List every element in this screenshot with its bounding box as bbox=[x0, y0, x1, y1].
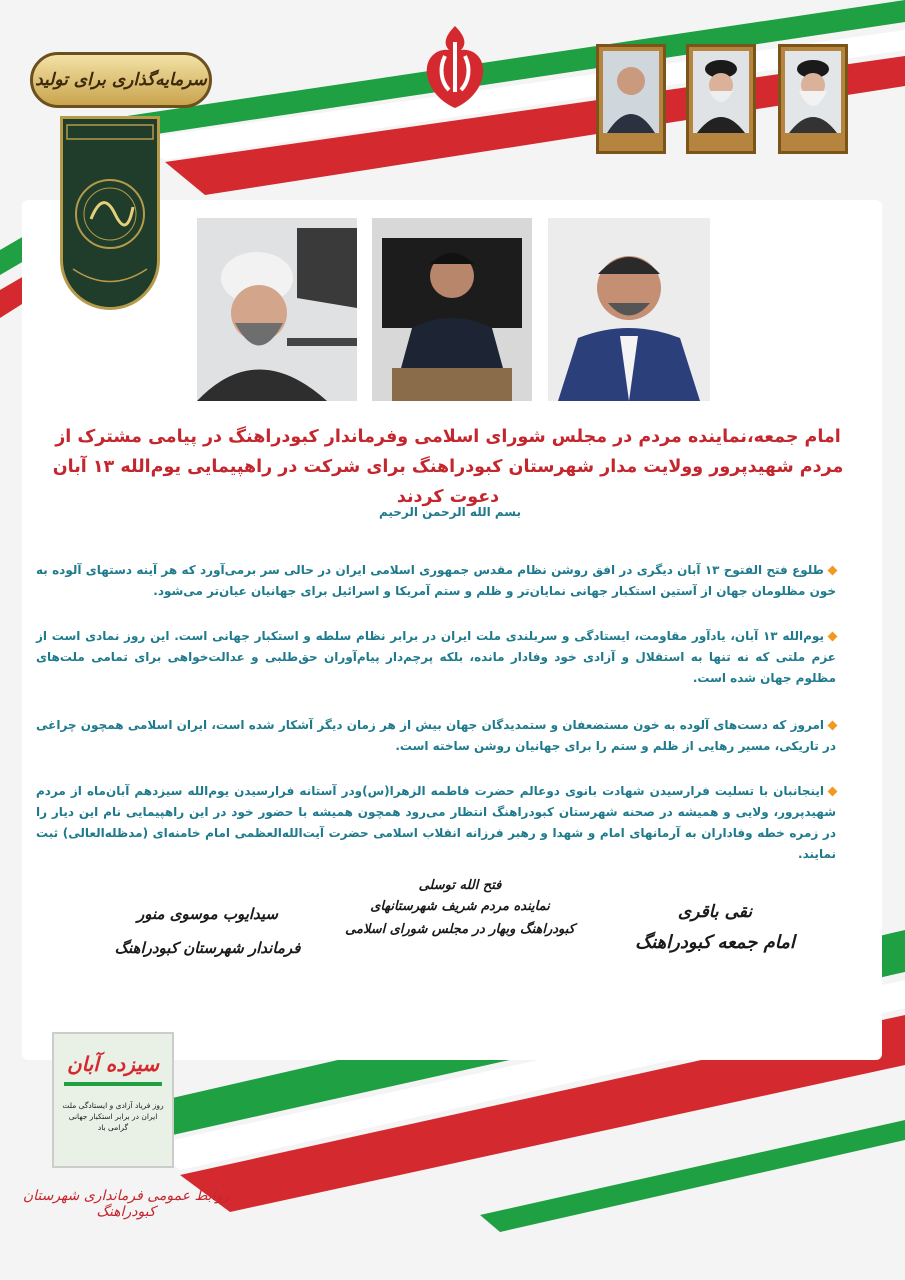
photo-representative bbox=[548, 218, 710, 401]
bullet-diamond-icon bbox=[828, 787, 838, 797]
banner-calligraphy-graphic bbox=[63, 119, 157, 307]
paragraph-4: اینجانبان با تسلیت فرارسیدن شهادت بانوی دوعالم حضرت فاطمه الزهرا(س)ودر آستانه فرارسیدن یوم‌الله سیزدهم آبان‌ماه از مردم شهیدپرور، ولایی و همیشه در صحنه شهرستان کبودراهنگ انتظار می‌رود همچون همیشه با حضور خود در این راهپیمایی نام این دیار را در زمره خطه وفاداران به آرمانهای امام و شهدا و رهبر فرزانه انقلاب اسلامی حضرت آیت‌الله‌العظمی امام خامنه‌ای (مدظله‌العالی) ثبت نمایند. bbox=[36, 784, 836, 861]
portrait-leader bbox=[686, 44, 756, 154]
signature-imam-jomeh: نقی باقری امام جمعه کبودراهنگ bbox=[635, 902, 795, 953]
paragraph-2: یوم‌الله ۱۳ آبان، یادآور مقاومت، ایستادگی و سربلندی ملت ایران در برابر نظام سلطه و استکبار جهانی است. این روز نمادی است از عزم ملتی که نه تنها به استقلال و آزادی خود وفادار مانده، بلکه پرچم‌دار پیام‌آوران حق‌طلبی و عدالت‌خواهی برای تمامی ملت‌های مظلوم جهان شده است. bbox=[36, 629, 836, 685]
paragraph-3: امروز که دست‌های آلوده به خون مستضعفان و ستمدیدگان جهان بیش از هر زمان دیگر آشکار شده است، ایران اسلامی همچون چراغی در تاریکی، مسیر رهایی از ظلم و ستم را برای جهانیان روشن ساخته است. bbox=[36, 718, 836, 753]
portrait-founder bbox=[778, 44, 848, 154]
photo-governor bbox=[372, 218, 532, 401]
bullet-diamond-icon bbox=[828, 632, 838, 642]
footer-public-relations: روابط عمومی فرمانداری شهرستان کبودراهنگ bbox=[22, 1188, 230, 1220]
basmala: بسم الله الرحمن الرحیم bbox=[378, 505, 522, 519]
slogan-badge: سرمایه‌گذاری برای تولید bbox=[30, 52, 212, 108]
bullet-diamond-icon bbox=[828, 566, 838, 576]
bullet-diamond-icon bbox=[828, 721, 838, 731]
photo-imam-jomeh bbox=[197, 218, 357, 401]
fatemeh-banner bbox=[60, 116, 160, 310]
aban-13-poster: سیزده آبان روز فریاد آزادی و ایستادگی ملت ایران در برابر استکبار جهانی گرامی باد bbox=[52, 1032, 174, 1168]
iran-emblem-icon bbox=[415, 22, 495, 112]
paragraph-1: طلوع فتح الفتوح ۱۳ آبان دیگری در افق روشن نظام مقدس جمهوری اسلامی ایران در حالی سر برمی‌آورد که هر آینه دستهای آلوده به خون مظلومان جهان از آستین استکبار جهانی نمایان‌تر و ظلم و ستم آمریکا و اسرائیل برای جهانیان عیان‌تر می‌شود. bbox=[36, 563, 836, 598]
signature-representative: فتح الله توسلی نماینده مردم شریف شهرستانهای کبودراهنگ وبهار در مجلس شورای اسلامی bbox=[345, 878, 575, 937]
signature-governor: سیدایوب موسوی منور فرماندار شهرستان کبودراهنگ bbox=[114, 905, 301, 957]
portrait-president bbox=[596, 44, 666, 154]
page-title: امام جمعه،نماینده مردم در مجلس شورای اسلامی وفرماندار کبودراهنگ در پیامی مشترک از مردم شهیدپرور وولایت مدار شهرستان کبودراهنگ برای شرکت در راهپیمایی یوم‌الله ۱۳ آبان دعوت کردند bbox=[52, 427, 844, 507]
